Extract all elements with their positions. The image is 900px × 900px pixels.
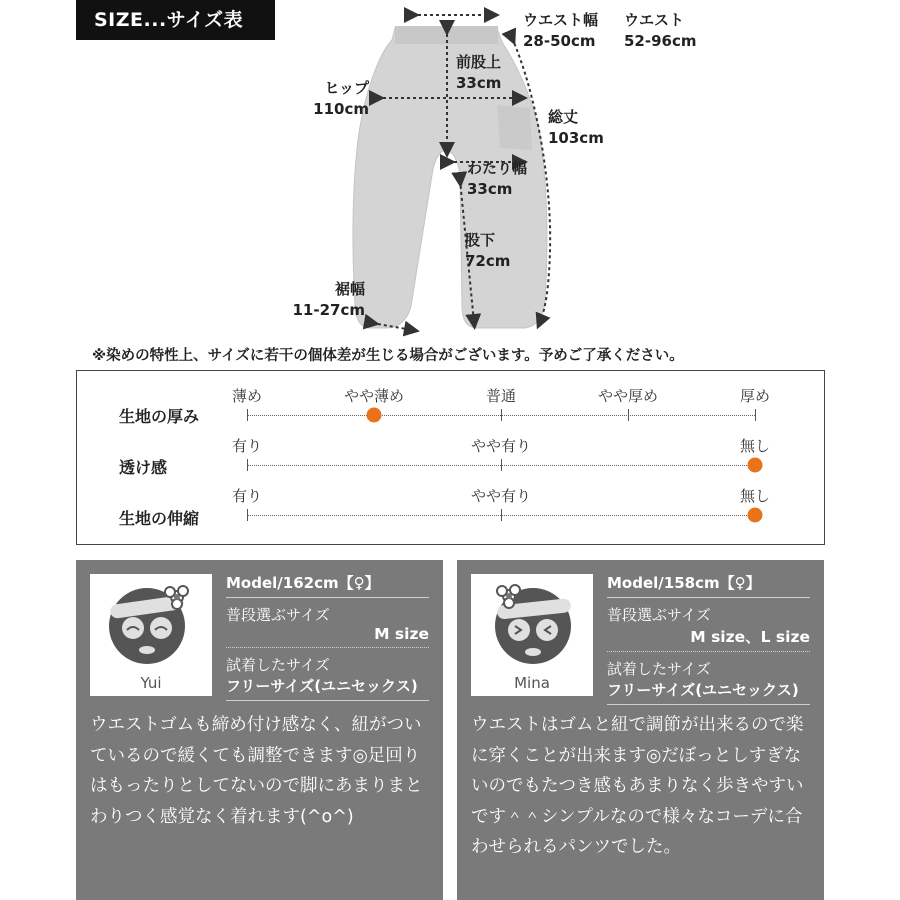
model-comment: ウエストゴムも締め付け感なく、紐がついているので緩くても調整できます◎足回りはもったりとしてないので脚にあまりまとわりつく感覚なく着れます(^o^) [90, 715, 423, 827]
model-panel-yui [76, 560, 443, 900]
avatar [471, 574, 593, 696]
scale-label: やや薄め [343, 387, 405, 405]
scale-label: やや有り [470, 437, 532, 455]
size-chart-tag: SIZE...サイズ表 [76, 0, 275, 40]
scale-tick [247, 459, 248, 471]
usual-size-value: M size [226, 625, 429, 648]
scale-tick [501, 509, 502, 521]
total-length-label: 総丈 103cm [548, 108, 604, 147]
inseam-label: 股下 72cm [465, 231, 511, 270]
model-height: Model/158cm【♀】 [607, 572, 810, 598]
model-info [607, 572, 810, 705]
scale-label: 普通 [485, 387, 517, 405]
thigh-width-label: わたり幅 33cm [467, 159, 528, 198]
front-rise-label: 前股上 33cm [456, 53, 502, 92]
waist-label: ウエスト 52-96cm [624, 11, 697, 50]
model-name: Mina [514, 674, 550, 692]
tried-size-label: 試着したサイズ [607, 660, 711, 678]
scale-label: やや厚め [597, 387, 659, 405]
level-indicator-dot [748, 508, 763, 523]
scale-label: 有り [231, 437, 263, 455]
model-face-icon [471, 574, 593, 674]
usual-size-value: M size、L size [607, 625, 810, 652]
scale-tick [628, 409, 629, 421]
waist-width-label: ウエスト幅 28-50cm [523, 11, 599, 50]
scale-label: 薄め [231, 387, 263, 405]
scale-tick [501, 409, 502, 421]
scale-label: 厚め [739, 387, 771, 405]
scale-tick [247, 409, 248, 421]
model-info [226, 572, 429, 701]
hip-label: ヒップ 110cm [313, 79, 369, 118]
hem-width-label: 裾幅 11-27cm [292, 280, 365, 319]
fabric-chart [76, 370, 825, 545]
scale-label: やや有り [470, 487, 532, 505]
model-name: Yui [140, 674, 162, 692]
scale-tick [755, 409, 756, 421]
row-label-transparency: 透け感 [119, 458, 168, 477]
model-face-icon [90, 574, 212, 674]
model-height: Model/162cm【♀】 [226, 572, 429, 598]
model-comment: ウエストはゴムと紐で調節が出来るので楽に穿くことが出来ます◎だぼっとしすぎないのでもたつき感もあまりなく歩きやすいです＾＾シンプルなので様々なコーデに合わせられるパンツでした。 [471, 715, 804, 857]
model-panel-mina [457, 560, 824, 900]
size-variance-note: ※染めの特性上、サイズに若干の個体差が生じる場合がございます。予めご了承ください。 [92, 348, 684, 364]
usual-size-label: 普段選ぶサイズ [607, 606, 711, 624]
usual-size-label: 普段選ぶサイズ [226, 606, 330, 624]
level-indicator-dot [367, 408, 382, 423]
scale-label: 無し [739, 487, 771, 505]
scale-tick [501, 459, 502, 471]
row-label-thickness: 生地の厚み [119, 407, 200, 426]
scale-label: 無し [739, 437, 771, 455]
scale-tick [247, 509, 248, 521]
tried-size-value: フリーサイズ(ユニセックス) [226, 675, 429, 701]
row-label-stretch: 生地の伸縮 [119, 509, 200, 528]
level-indicator-dot [748, 458, 763, 473]
tried-size-label: 試着したサイズ [226, 656, 330, 674]
avatar [90, 574, 212, 696]
tried-size-value: フリーサイズ(ユニセックス) [607, 679, 810, 705]
scale-label: 有り [231, 487, 263, 505]
